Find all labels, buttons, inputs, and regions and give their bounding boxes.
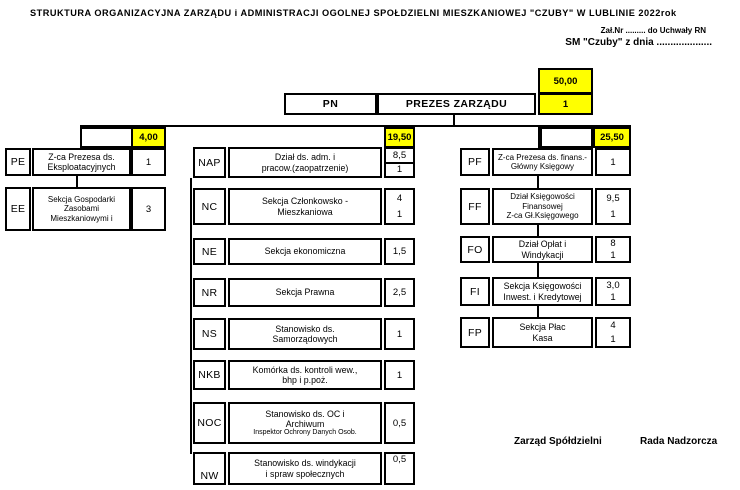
box-code-NKB: NKB — [193, 360, 226, 390]
box-code-NOC: NOC — [193, 402, 226, 444]
box-label-line: bhp i p.poż. — [282, 375, 328, 385]
box-label-line: Komórka ds. kontroli wew., — [252, 364, 358, 375]
box-code-FI: FI — [460, 277, 490, 306]
box-label-NR — [228, 278, 382, 307]
box-label-line: Mieszkaniowymi i — [50, 213, 113, 223]
box-label-line: Sekcja Płac — [519, 322, 566, 333]
etat-value: 0,5 — [392, 417, 407, 429]
box-label-NS — [228, 318, 382, 350]
box-label-line: Inspektor Ochrony Danych Osob. — [253, 429, 357, 437]
box-label-line: Finansowej — [522, 201, 563, 211]
box-label-NW — [228, 452, 382, 485]
box-label-FI — [492, 277, 593, 306]
etat-value: 8,5 — [392, 149, 407, 161]
etat-value: 1 — [396, 209, 403, 221]
etat-value: 1 — [610, 209, 616, 221]
box-label-line: Z-ca Prezesa ds. finans.- — [498, 152, 587, 162]
box-label-NC — [228, 188, 382, 225]
box-code-NC: NC — [193, 188, 226, 225]
box-code-FO: FO — [460, 236, 490, 263]
box-etat-NR — [384, 278, 415, 307]
box-label-line: Sekcja Prawna — [275, 287, 335, 298]
box-etat-PE — [131, 148, 166, 176]
etat-value: 1 — [396, 369, 403, 381]
box-etat-NE — [384, 238, 415, 265]
box-label-line: Zasobami — [63, 204, 100, 214]
page-title: STRUKTURA ORGANIZACYJNA ZARZĄDU i ADMINISTRACJI OGOLNEJ SPOŁDZIELNI MIESZKANIOWEJ "CZUBY" W LUBLINIE 2022rok — [30, 8, 677, 18]
box-label-NAP — [228, 147, 382, 178]
etat-value: 3,0 — [606, 279, 620, 291]
etat-value: 1 — [396, 328, 403, 340]
box-label-line: pracow.(zaopatrzenie) — [261, 162, 349, 173]
box-etat-NS — [384, 318, 415, 350]
box-label-line: Dział Opłat i — [518, 239, 567, 250]
box-label-line: Dział Księgowości — [510, 192, 575, 202]
box-label-line: Stanowisko ds. — [275, 323, 335, 334]
box-label-line: Z-ca Gł.Księgowego — [506, 211, 579, 221]
box-code-NS: NS — [193, 318, 226, 350]
box-code-NE: NE — [193, 238, 226, 265]
box-code-FF: FF — [460, 188, 490, 225]
connector-middle-spine — [190, 178, 192, 454]
etat-value: 0,5 — [392, 454, 407, 465]
box-label-FP — [492, 317, 593, 348]
box-etat-NAP — [384, 147, 415, 178]
etat-value: 1 — [610, 333, 616, 345]
etat-value: 4 — [396, 192, 403, 204]
box-etat-FO — [595, 236, 631, 263]
box-label-NKB — [228, 360, 382, 390]
root-count-badge: 1 — [538, 93, 593, 115]
box-label-line: Sekcja Gospodarki — [47, 194, 116, 204]
box-label-line: Archiwum — [285, 418, 325, 429]
box-label-FO — [492, 236, 593, 263]
etat-value: 1 — [386, 162, 413, 177]
root-etat-total-badge: 50,00 — [538, 68, 593, 94]
box-etat-NOC — [384, 402, 415, 444]
box-etat-NW — [384, 452, 415, 485]
box-label-line: Z-ca Prezesa ds. — [48, 151, 115, 162]
box-label-line: Główny Księgowy — [510, 162, 575, 171]
box-label-line: Samorządowych — [272, 334, 338, 344]
etat-value: 1,5 — [392, 246, 407, 257]
box-label-line: Eksploatacyjnych — [47, 162, 116, 172]
attachment-note: Zał.Nr ......... do Uchwały RN — [600, 26, 706, 35]
etat-value: 2,5 — [392, 287, 407, 298]
box-label-line: Kasa — [532, 332, 553, 343]
box-label-EE — [32, 187, 131, 231]
box-code-FP: FP — [460, 317, 490, 348]
middle-branch-total-badge: 19,50 — [384, 127, 415, 148]
box-code-NAP: NAP — [193, 147, 226, 178]
box-label-line: Dział ds. adm. i — [274, 152, 336, 163]
box-label-line: Stanowisko ds. windykacji — [254, 458, 356, 469]
approval-note: SM "Czuby" z dnia .................... — [565, 37, 712, 48]
box-code-PE: PE — [5, 148, 31, 176]
box-code-PF: PF — [460, 148, 490, 176]
box-label-PE — [32, 148, 131, 176]
box-code-NR: NR — [193, 278, 226, 307]
box-code-NW: NW — [193, 452, 226, 485]
etat-value: 8 — [610, 238, 616, 250]
box-label-line: i spraw społecznych — [265, 468, 345, 479]
board-signature-label: Zarząd Spółdzielni — [514, 436, 602, 447]
box-label-line: Stanowisko ds. OC i — [265, 408, 345, 419]
root-code-cell — [284, 93, 377, 115]
box-label-FF — [492, 188, 593, 225]
etat-value: 1 — [610, 156, 616, 168]
box-label-line: Inwest. i Kredytowej — [503, 291, 582, 302]
box-label-line: Sekcja ekonomiczna — [264, 246, 346, 257]
box-etat-NKB — [384, 360, 415, 390]
etat-value: 3 — [145, 203, 152, 215]
box-label-NOC — [228, 402, 382, 444]
etat-value: 1 — [145, 156, 152, 168]
box-etat-EE — [131, 187, 166, 231]
right-branch-stub-cell — [540, 127, 593, 148]
box-etat-PF — [595, 148, 631, 176]
etat-value: 4 — [610, 320, 616, 332]
left-branch-total-badge: 4,00 — [131, 127, 166, 148]
box-etat-NC — [384, 188, 415, 225]
council-signature-label: Rada Nadzorcza — [640, 436, 718, 447]
root-title: PREZES ZARZĄDU — [405, 98, 508, 110]
root-title-cell — [377, 93, 536, 115]
box-label-line: Sekcja Księgowości — [503, 281, 582, 292]
box-etat-FP — [595, 317, 631, 348]
box-label-line: Mieszkaniowa — [277, 206, 333, 217]
right-branch-total-badge: 25,50 — [593, 127, 631, 148]
box-label-NE — [228, 238, 382, 265]
box-label-line: Windykacji — [521, 249, 564, 260]
box-label-PF — [492, 148, 593, 176]
box-etat-FF — [595, 188, 631, 225]
box-label-line: Sekcja Członkowsko - — [261, 196, 349, 207]
etat-value: 9,5 — [606, 192, 620, 204]
left-branch-stub-cell — [80, 127, 133, 148]
etat-value: 1 — [610, 292, 616, 304]
etat-value: 1 — [610, 249, 616, 261]
box-code-EE: EE — [5, 187, 31, 231]
box-etat-FI — [595, 277, 631, 306]
root-code: PN — [322, 98, 339, 110]
